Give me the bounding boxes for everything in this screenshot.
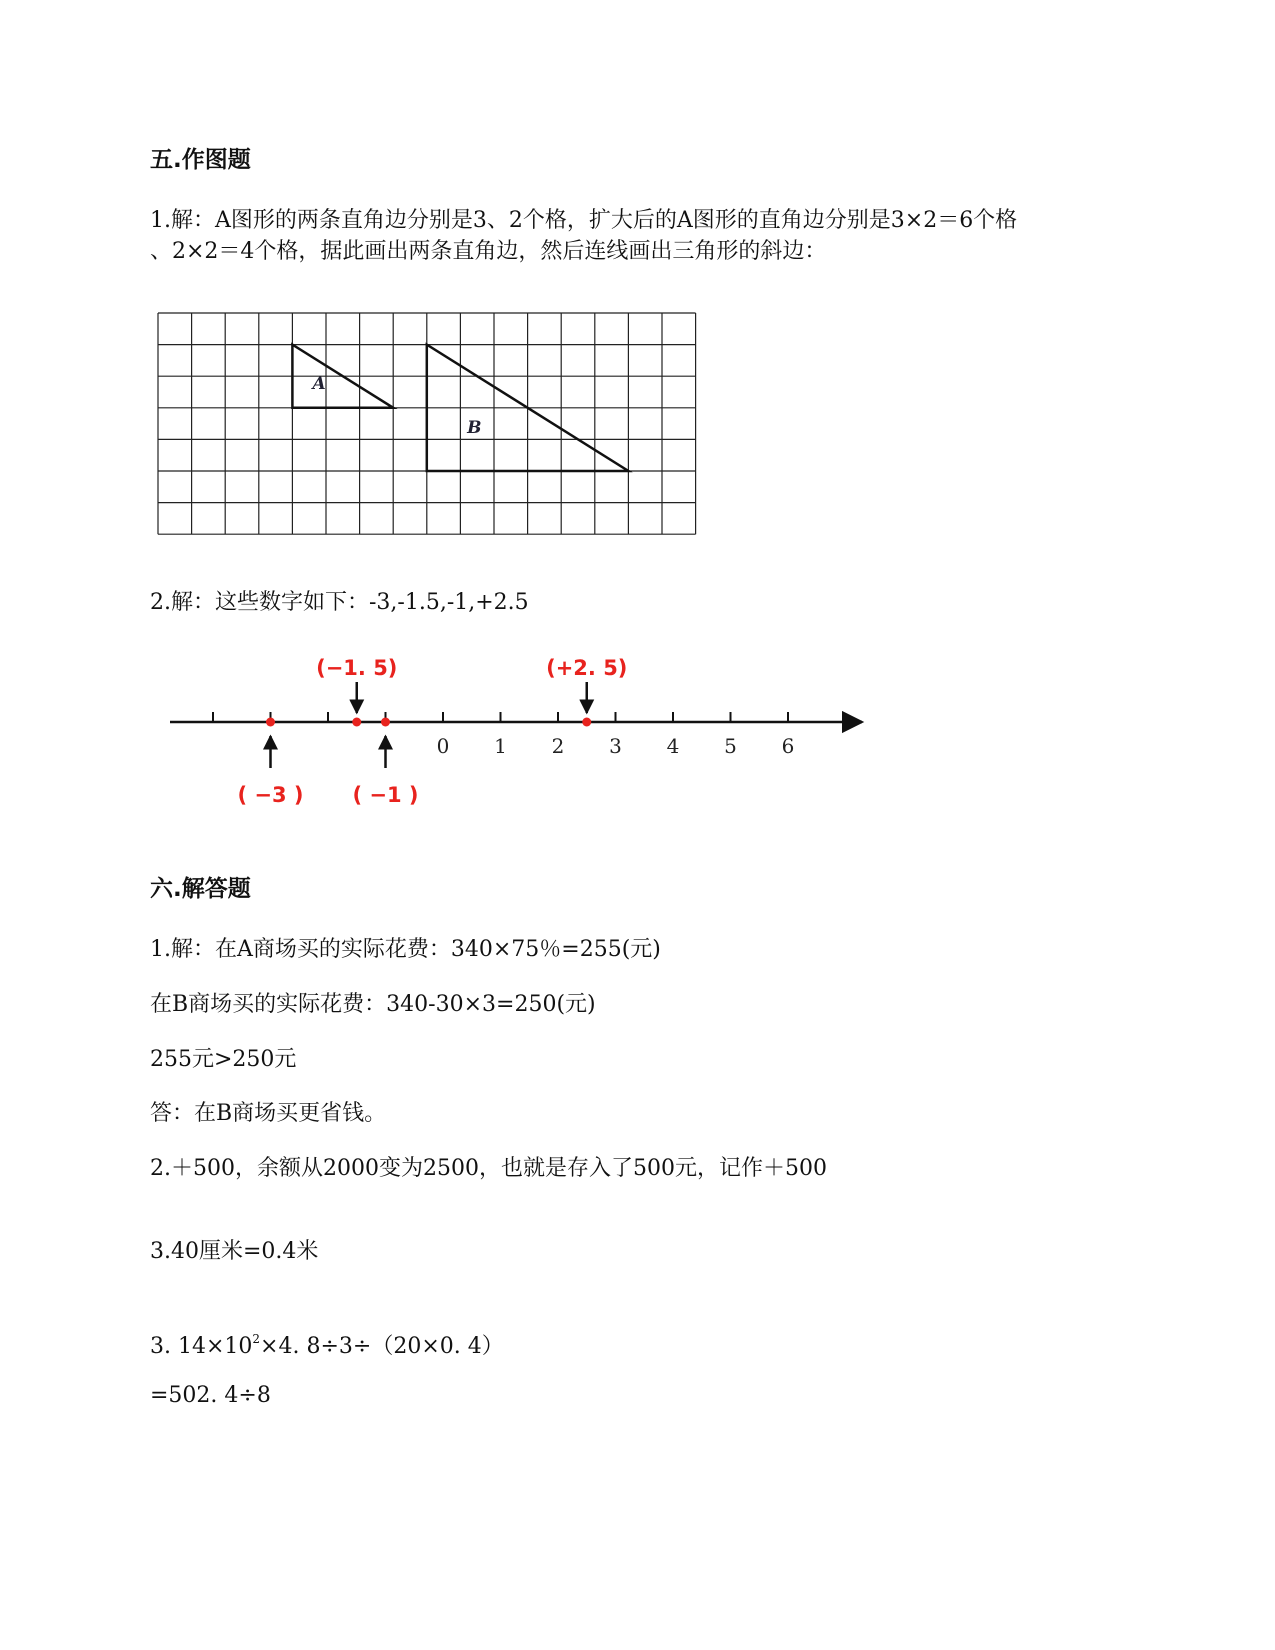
s6-q3-line: 3.40厘米=0.4米 [150,1239,319,1264]
s6-q2-line: 2.＋500，余额从2000变为2500，也就是存入了500元，记作＋500 [150,1156,827,1181]
section-5-title: 五.作图题 [150,147,251,173]
number-line-figure [170,656,890,820]
s6-q4-part-2: ×4. 8÷3÷（20×0. 4） [260,1334,504,1359]
axis-tick-label: 0 [436,734,450,758]
s6-q4-exponent: 2 [252,1332,261,1346]
s6-q1-answer: 答：在B商场买更省钱。 [150,1101,387,1126]
s6-q1-line-2: 在B商场买的实际花费：340-30×3=250(元) [150,992,596,1017]
triangle-a-label: A [312,373,326,394]
grid-figure [155,310,695,540]
s6-q4-line-2: =502. 4÷8 [150,1383,271,1408]
number-point [266,718,275,727]
number-line-points [237,656,627,807]
axis-tick-label: 5 [724,734,737,758]
s6-q4-part-1: 3. 14×10 [150,1334,253,1359]
section-6-title: 六.解答题 [150,876,251,902]
s6-q4-line-1 [150,1324,504,1362]
number-point [381,718,390,727]
s6-q1-line-1: 1.解：在A商场买的实际花费：340×75％=255(元) [150,937,661,962]
axis-tick-label: 6 [781,734,795,758]
point-label: (+2. 5) [546,656,628,680]
number-line-ticks [213,712,794,758]
point-label: ( −3 ) [237,783,304,807]
axis-tick-label: 2 [551,734,565,758]
point-label: ( −1 ) [352,783,419,807]
point-label: (−1. 5) [316,656,398,680]
q1-solution-line-2: 、2×2＝4个格，据此画出两条直角边，然后连线画出三角形的斜边： [150,239,827,264]
number-point [582,718,591,727]
q2-solution-line: 2.解：这些数字如下：-3,-1.5,-1,+2.5 [150,590,529,615]
triangle-b-label: B [467,418,482,439]
axis-tick-label: 3 [609,734,622,758]
s6-q1-line-3: 255元>250元 [150,1047,297,1072]
axis-tick-label: 1 [494,734,507,758]
axis-tick-label: 4 [666,734,680,758]
q1-solution-line-1: 1.解：A图形的两条直角边分别是3、2个格，扩大后的A图形的直角边分别是3×2＝6个格 [150,208,1018,233]
number-point [352,718,361,727]
